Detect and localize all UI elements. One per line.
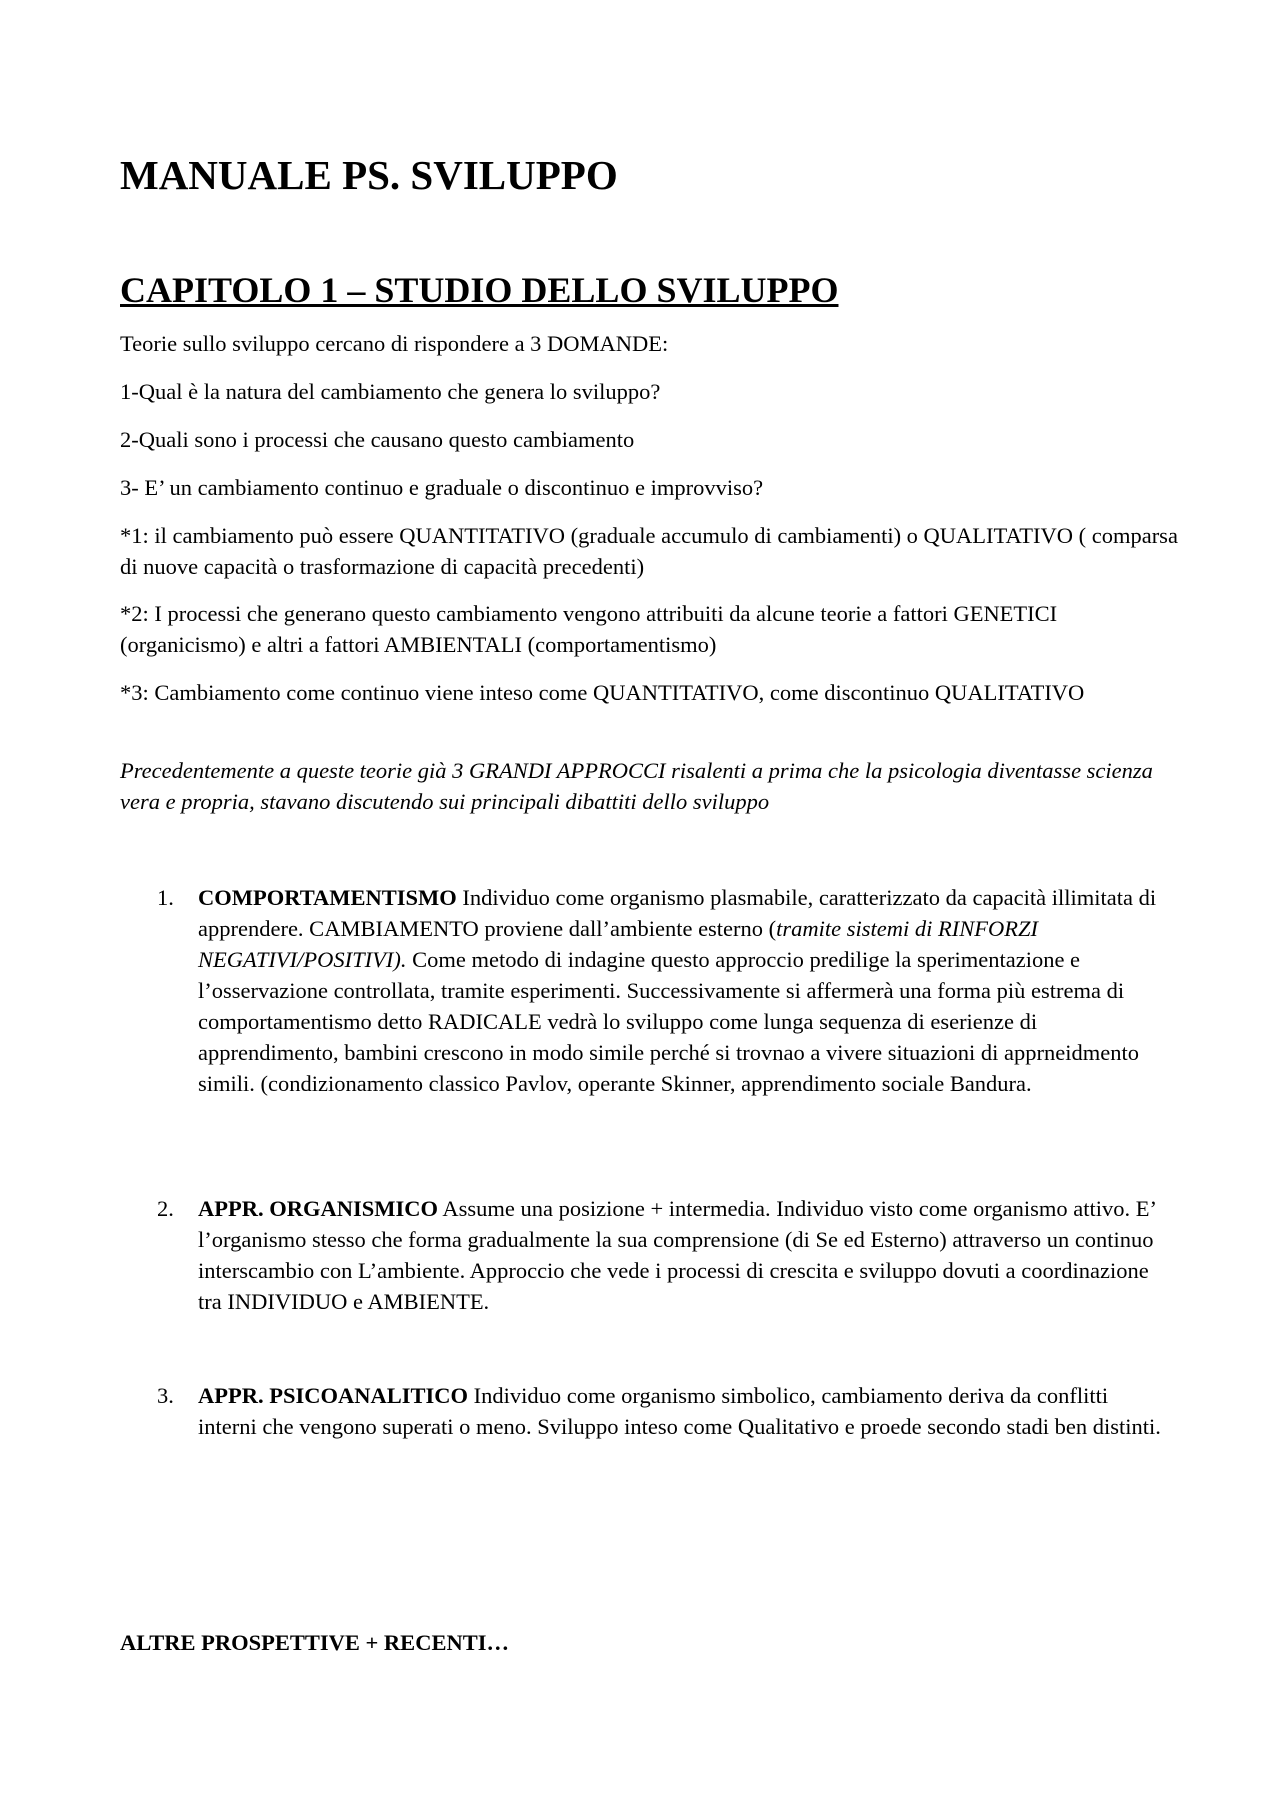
answer-3: *3: Cambiamento come continuo viene inteso come QUANTITATIVO, come discontinuo QUALITATIVO <box>120 680 1085 705</box>
chapter-title: CAPITOLO 1 – STUDIO DELLO SVILUPPO <box>120 270 839 310</box>
answer-2: *2: I processi che generano questo cambiamento vengono attribuiti da alcune teorie a fattori GENETICI (organicismo) e altri a fattori AMBIENTALI (comportamentismo) <box>120 601 1058 657</box>
approach-name: APPR. PSICOANALITICO <box>198 1383 469 1408</box>
approach-text: Individuo come organismo simbolico, cambiamento deriva da conflitti interni che vengono superati o meno. Sviluppo inteso come Qualitativo e proede secondo stadi ben distinti. <box>198 1383 1161 1439</box>
italic-note: Precedentemente a queste teorie già 3 GRANDI APPROCCI risalenti a prima che la psicologia diventasse scienza vera e propria, stavano discutendo sui principali dibattiti dello sviluppo <box>120 758 1153 814</box>
approach-text-italic: tramite sistemi di RINFORZI NEGATIVI/POSITIVI). <box>198 916 1039 972</box>
approach-name: COMPORTAMENTISMO <box>198 885 457 910</box>
approach-text: Individuo come organismo plasmabile, caratterizzato da capacità illimitata di apprendere. CAMBIAMENTO proviene dall’ambiente esterno ( <box>198 885 1157 941</box>
list-body <box>198 1380 1167 1442</box>
approach-text-continued: Come metodo di indagine questo approccio predilige la sperimentazione e l’osservazione controllata, tramite esperimenti. Successivamente si affermerà una forma più estrema di comportamentismo detto RADICALE vedrà lo sviluppo come lunga sequenza di eserienze di apprendimento, bambini crescono in modo simile perché si trovnao a vivere situazioni di apprneidmento simili. (condizionamento classico Pavlov, operante Skinner, apprendimento sociale Bandura. <box>198 947 1139 1096</box>
list-number: 1. <box>157 885 174 910</box>
list-body <box>198 882 1167 1099</box>
intro-paragraph: Teorie sullo sviluppo cercano di rispondere a 3 DOMANDE: <box>120 331 669 356</box>
question-2: 2-Quali sono i processi che causano questo cambiamento <box>120 427 635 452</box>
list-body <box>198 1193 1167 1317</box>
document-title: MANUALE PS. SVILUPPO <box>120 152 618 198</box>
approach-item-1 <box>157 882 1167 1099</box>
list-number: 2. <box>157 1196 174 1221</box>
approach-item-3 <box>157 1380 1167 1442</box>
list-number: 3. <box>157 1383 174 1408</box>
question-3: 3- E’ un cambiamento continuo e graduale o discontinuo e improvviso? <box>120 475 764 500</box>
approach-name: APPR. ORGANISMICO <box>198 1196 438 1221</box>
approach-item-2 <box>157 1193 1167 1317</box>
question-1: 1-Qual è la natura del cambiamento che genera lo sviluppo? <box>120 379 661 404</box>
approach-text: Assume una posizione + intermedia. Individuo visto come organismo attivo. E’ l’organismo stesso che forma gradualmente la sua comprensione (di Se ed Esterno) attraverso un continuo interscambio con L’ambiente. Approccio che vede i processi di crescita e sviluppo dovuti a coordinazione tra INDIVIDUO e AMBIENTE. <box>198 1196 1156 1314</box>
section-heading: ALTRE PROSPETTIVE + RECENTI… <box>120 1630 509 1655</box>
answer-1: *1: il cambiamento può essere QUANTITATIVO (graduale accumulo di cambiamenti) o QUALITATIVO ( comparsa di nuove capacità o trasformazione di capacità precedenti) <box>120 523 1178 579</box>
